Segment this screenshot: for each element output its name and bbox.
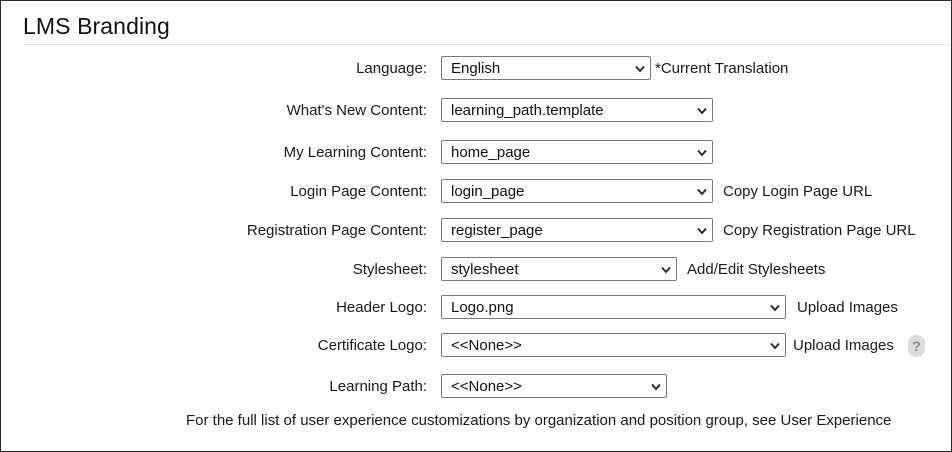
chevron-down-icon [697,107,707,115]
my-learning-row [1,140,952,166]
learning-path-select-value: <<None>> [451,378,522,395]
language-select[interactable] [441,56,651,80]
chevron-down-icon [697,149,707,157]
chevron-down-icon [770,342,780,350]
registration-page-label: Registration Page Content: [246,222,427,239]
copy-login-url-link[interactable]: Copy Login Page URL [723,183,873,200]
header-logo-row [1,295,952,321]
login-page-select-value: login_page [451,183,525,200]
page-title: LMS Branding [23,13,170,39]
header-logo-upload-images-link[interactable]: Upload Images [797,299,898,316]
login-page-label: Login Page Content: [290,183,427,200]
whats-new-label: What's New Content: [286,102,427,119]
my-learning-label: My Learning Content: [283,144,427,161]
chevron-down-icon [635,65,645,73]
whats-new-select[interactable] [441,98,713,122]
header-logo-select-value: Logo.png [451,299,514,316]
panel-header [23,9,951,45]
language-label: Language: [356,60,427,77]
add-edit-stylesheets-link[interactable]: Add/Edit Stylesheets [687,261,826,278]
header-logo-select[interactable] [441,295,786,319]
whats-new-row [1,98,952,124]
chevron-down-icon [770,304,780,312]
learning-path-label: Learning Path: [329,378,427,395]
current-translation-note: *Current Translation [655,60,789,77]
registration-page-select-value: register_page [451,222,543,239]
learning-path-select[interactable] [441,374,667,398]
chevron-down-icon [697,227,707,235]
login-page-select[interactable] [441,179,713,203]
certificate-logo-upload-images-link[interactable]: Upload Images [793,337,894,354]
certificate-logo-select-value: <<None>> [451,337,522,354]
my-learning-select[interactable] [441,140,713,164]
help-icon[interactable]: ? [908,335,925,357]
stylesheet-select-value: stylesheet [451,261,519,278]
whats-new-select-value: learning_path.template [451,102,604,119]
login-page-row [1,179,952,205]
certificate-logo-select[interactable] [441,333,786,357]
language-row [1,56,952,82]
header-logo-label: Header Logo: [336,299,427,316]
learning-path-row [1,374,952,400]
chevron-down-icon [697,188,707,196]
stylesheet-label: Stylesheet: [352,261,427,278]
registration-page-row [1,218,952,244]
stylesheet-select[interactable] [441,257,677,281]
stylesheet-row [1,257,952,283]
chevron-down-icon [661,266,671,274]
my-learning-select-value: home_page [451,144,531,161]
copy-registration-url-link[interactable]: Copy Registration Page URL [723,222,916,239]
language-select-value: English [451,60,501,77]
certificate-logo-label: Certificate Logo: [317,337,427,354]
chevron-down-icon [651,383,661,391]
registration-page-select[interactable] [441,218,713,242]
certificate-logo-row [1,333,952,359]
user-experience-note: For the full list of user experience customizations by organization and position group, see User Experience [186,412,892,429]
